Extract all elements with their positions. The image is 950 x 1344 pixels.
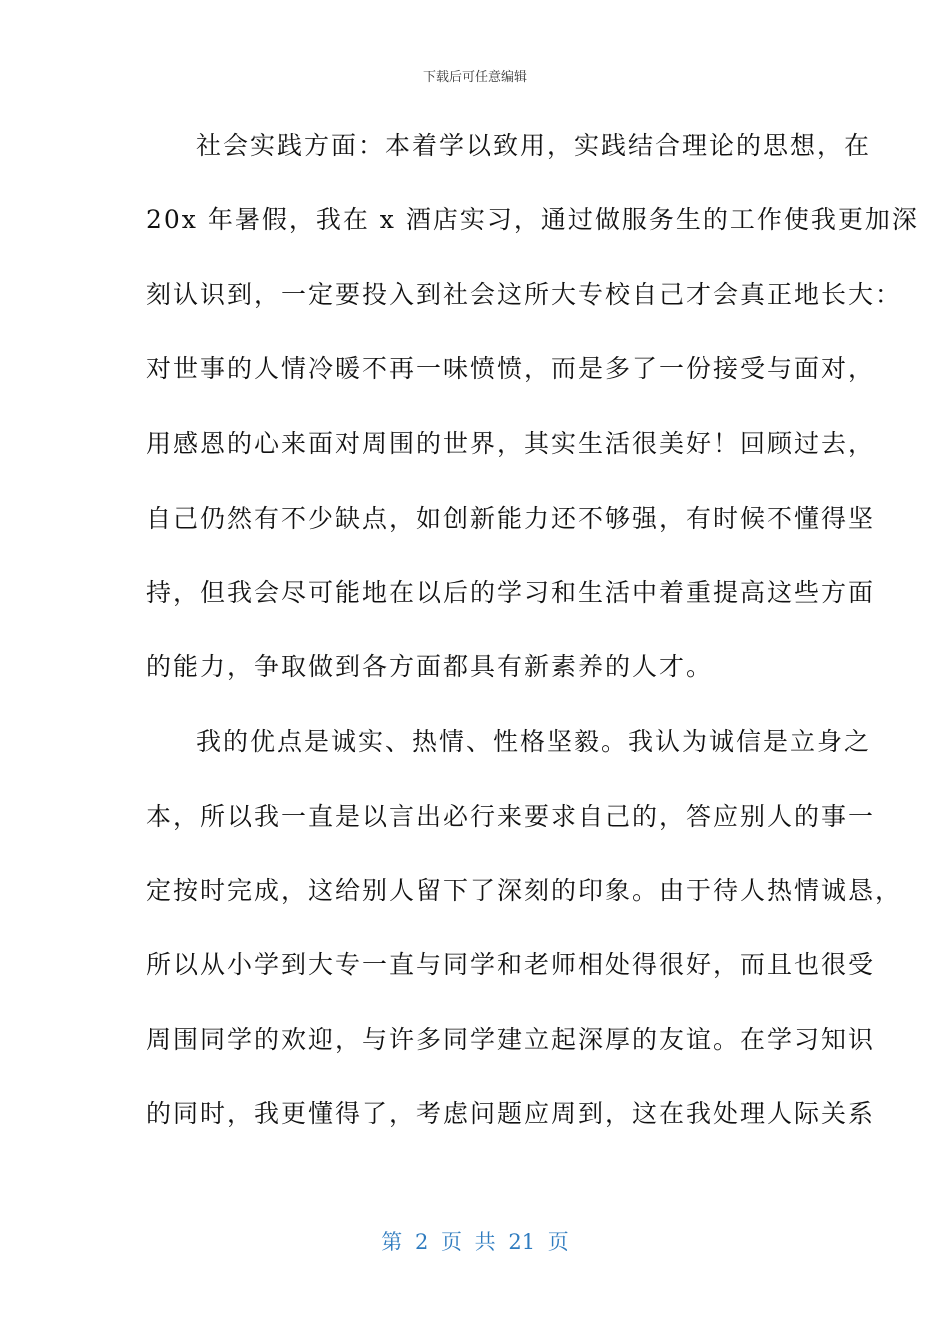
paragraph-1-line-3: 刻认识到，一定要投入到社会这所大专校自己才会真正地长大： <box>146 280 903 309</box>
paragraph-2-line-4: 所以从小学到大专一直与同学和老师相处得很好，而且也很受 <box>146 950 876 979</box>
paragraph-1-line-4: 对世事的人情冷暖不再一味愤愤，而是多了一份接受与面对， <box>146 354 876 383</box>
page-header-note: 下载后可任意编辑 <box>422 70 527 85</box>
paragraph-1-line-7: 持，但我会尽可能地在以后的学习和生活中着重提高这些方面 <box>146 578 876 607</box>
paragraph-2-line-2: 本，所以我一直是以言出必行来要求自己的，答应别人的事一 <box>146 802 876 831</box>
paragraph-1-line-8: 的能力，争取做到各方面都具有新素养的人才。 <box>146 652 714 681</box>
paragraph-2-line-5: 周围同学的欢迎，与许多同学建立起深厚的友谊。在学习知识 <box>146 1025 876 1054</box>
page-number: 第 2 页 共 21 页 <box>381 1230 569 1254</box>
paragraph-1-line-6: 自己仍然有不少缺点，如创新能力还不够强，有时候不懂得坚 <box>146 504 876 533</box>
paragraph-1-line-5: 用感恩的心来面对周围的世界，其实生活很美好！回顾过去， <box>146 429 876 458</box>
paragraph-2-line-1: 我的优点是诚实、热情、性格坚毅。我认为诚信是立身之 <box>196 727 872 756</box>
paragraph-2-line-6: 的同时，我更懂得了，考虑问题应周到，这在我处理人际关系 <box>146 1099 876 1128</box>
paragraph-2-line-3: 定按时完成，这给别人留下了深刻的印象。由于待人热情诚恳， <box>146 876 903 905</box>
paragraph-1-line-1: 社会实践方面：本着学以致用，实践结合理论的思想，在 <box>196 131 872 160</box>
paragraph-1-line-2: 20x 年暑假，我在 x 酒店实习，通过做服务生的工作使我更加深 <box>146 205 919 234</box>
